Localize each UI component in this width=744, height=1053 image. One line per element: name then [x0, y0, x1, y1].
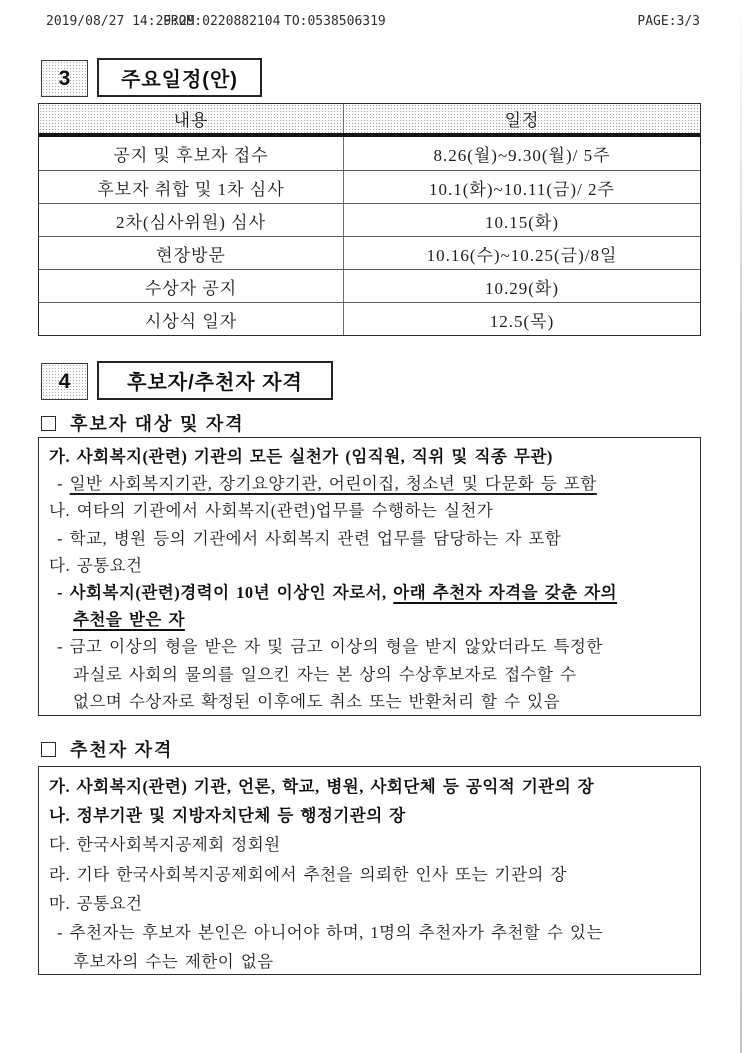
table-row — [39, 137, 700, 170]
text-line: 마. 공통요건 — [49, 893, 143, 913]
text-line: 과실로 사회의 물의를 일으킨 자는 본 상의 수상후보자로 접수할 수 — [73, 664, 577, 684]
text-line: 나. 정부기관 및 지방자치단체 등 행정기관의 장 — [49, 806, 406, 826]
text-line: 후보자의 수는 제한이 없음 — [73, 952, 274, 972]
candidate-subheading — [41, 410, 245, 436]
square-bullet-icon — [41, 416, 56, 431]
text-line: 가. 사회복지(관련) 기관의 모든 실천가 (임직원, 직위 및 직종 무관) — [49, 447, 553, 466]
row-schedule: 12.5(목) — [489, 311, 555, 331]
section-4-number-badge: 4 — [41, 363, 88, 400]
row-content: 현장방문 — [39, 237, 344, 269]
recommender-subheading — [41, 736, 173, 762]
row-content: 공지 및 후보자 접수 — [39, 137, 344, 170]
text-line: - 사회복지(관련)경력이 10년 이상인 자로서, 아래 추천자 자격을 갖춘 자의 — [57, 583, 618, 603]
candidate-subheading-label: 후보자 대상 및 자격 — [70, 414, 245, 434]
scan-edge-artifact — [740, 0, 742, 1053]
text-line: 추천을 받은 자 — [73, 610, 185, 630]
row-content: 후보자 취합 및 1차 심사 — [39, 171, 344, 203]
text-line: - 일반 사회복지기관, 장기요양기관, 어린이집, 청소년 및 다문화 등 포함 — [57, 474, 597, 494]
table-row — [39, 170, 700, 203]
section-4-title: 후보자/추천자 자격 — [97, 361, 333, 400]
row-schedule: 10.29(화) — [485, 278, 559, 298]
text-line: 가. 사회복지(관련) 기관, 언론, 학교, 병원, 사회단체 등 공익적 기관의 장 — [49, 777, 595, 796]
table-row — [39, 236, 700, 269]
recommender-qualification-box — [38, 766, 701, 975]
table-header-row — [39, 104, 700, 137]
text-line: - 추천자는 후보자 본인은 아니어야 하며, 1명의 추천자가 추천할 수 있는 — [57, 923, 603, 943]
text-line: - 금고 이상의 형을 받은 자 및 금고 이상의 형을 받지 않았더라도 특정한 — [57, 637, 603, 657]
fax-to-number: TO:0538506319 — [284, 14, 386, 29]
table-header-content: 내용 — [39, 104, 344, 133]
text-line: 다. 한국사회복지공제회 정회원 — [49, 835, 281, 855]
schedule-table — [38, 103, 701, 336]
recommender-subheading-label: 추천자 자격 — [70, 740, 174, 760]
row-content: 시상식 일자 — [39, 303, 344, 335]
section-3-title: 주요일정(안) — [97, 58, 262, 97]
row-content: 수상자 공지 — [39, 270, 344, 302]
row-schedule: 10.15(화) — [485, 212, 559, 232]
fax-page-indicator: PAGE:3/3 — [637, 14, 700, 29]
table-row — [39, 302, 700, 335]
section-3-number-badge: 3 — [41, 60, 88, 97]
row-schedule: 10.1(화)~10.11(금)/ 2주 — [429, 179, 615, 199]
table-row — [39, 203, 700, 236]
table-header-schedule: 일정 — [504, 111, 540, 130]
row-schedule: 8.26(월)~9.30(월)/ 5주 — [433, 146, 611, 165]
row-content: 2차(심사위원) 심사 — [39, 204, 344, 236]
fax-from-number: FROM:0220882104 — [163, 14, 281, 29]
fax-datetime: 2019/08/27 14:29:29 — [46, 14, 195, 29]
row-schedule: 10.16(수)~10.25(금)/8일 — [426, 245, 618, 265]
text-line: 다. 공통요건 — [49, 555, 143, 575]
text-line: 나. 여타의 기관에서 사회복지(관련)업무를 수행하는 실천가 — [49, 501, 494, 521]
text-line: 없으며 수상자로 확정된 이후에도 취소 또는 반환처리 할 수 있음 — [73, 691, 561, 711]
text-line: 라. 기타 한국사회복지공제회에서 추천을 의뢰한 인사 또는 기관의 장 — [49, 864, 567, 884]
fax-header — [0, 14, 744, 32]
candidate-qualification-box — [38, 437, 701, 716]
square-bullet-icon — [41, 742, 56, 757]
table-row — [39, 269, 700, 302]
text-line: - 학교, 병원 등의 기관에서 사회복지 관련 업무를 담당하는 자 포함 — [57, 528, 562, 548]
